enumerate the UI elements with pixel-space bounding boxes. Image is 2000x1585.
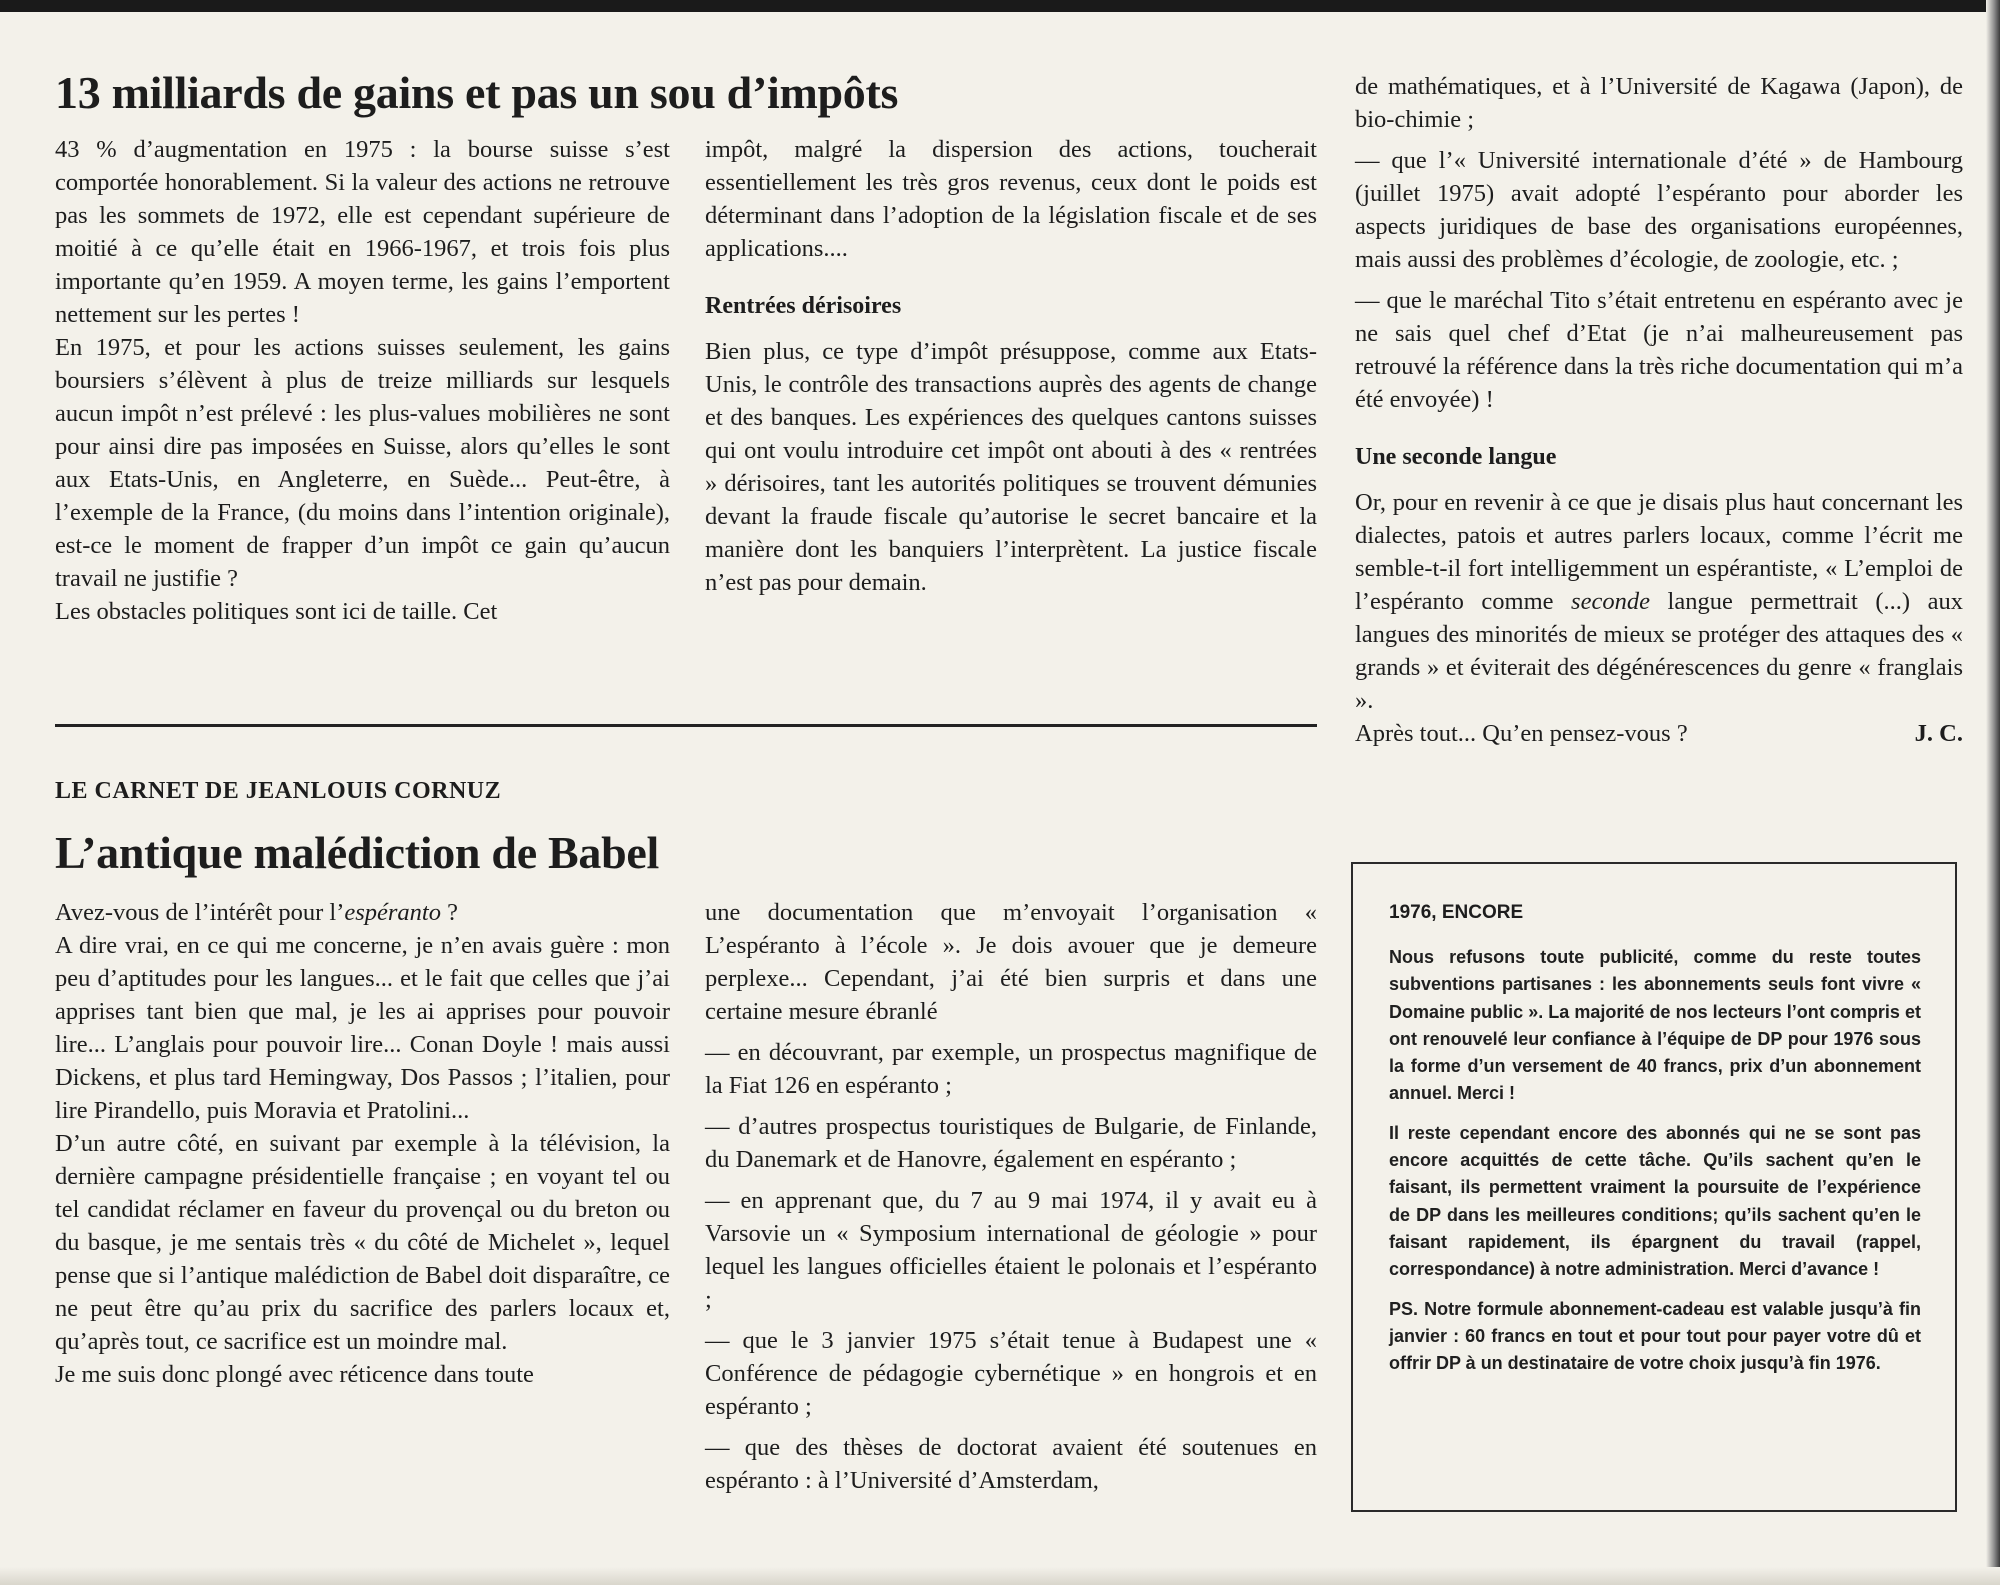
- emphasis: seconde: [1571, 588, 1650, 615]
- notice-title: 1976, ENCORE: [1389, 902, 1524, 923]
- list-item: — en découvrant, par exemple, un prospectus magnifique de la Fiat 126 en espéranto ;: [705, 1039, 1317, 1099]
- article1-column-2: [705, 133, 1317, 599]
- closing-line: [1355, 717, 1963, 750]
- article2-kicker: LE CARNET DE JEANLOUIS CORNUZ: [55, 778, 502, 804]
- article2-column-2: [705, 896, 1317, 1497]
- paragraph: D’un autre côté, en suivant par exemple à la télévision, la dernière campagne présidentielle française ; en voyant tel ou tel candidat réclamer en faveur du provençal ou du breton ou du basque, je me sentais très « du côté de Michelet », lequel pense que si l’antique malédiction de Babel doit disparaître, ce ne peut être qu’au prix du sacrifice des parlers locaux et, qu’après tout, ce sacrifice est un moindre mal.: [55, 1130, 671, 1355]
- article2-column-3: [1355, 70, 1963, 750]
- notice-paragraph: PS. Notre formule abonnement-cadeau est valable jusqu’à fin janvier : 60 francs en tout et pour tout pour payer votre dû et offrir DP à un destinataire de votre choix jusqu’à fin 1976.: [1389, 1298, 1921, 1374]
- closing-text: Après tout... Qu’en pensez-vous ?: [1355, 720, 1688, 747]
- article1-headline: 13 milliards de gains et pas un sou d’impôts: [55, 67, 899, 118]
- paragraph: Les obstacles politiques sont ici de taille. Cet: [55, 598, 498, 625]
- paragraph: Or, pour en revenir à ce que je disais plus haut concernant les dialectes, patois et autres parlers locaux, comme l’écrit me semble-t-il fort intelligemment un espérantiste, « L’emploi de l’espéranto comme seconde langue permettrait (...) aux langues des minorités de mieux se protéger des attaques des « grands » et éviterait des dégénérescences du genre « franglais ».: [1355, 489, 1963, 714]
- article1-subhead: Rentrées dérisoires: [705, 293, 902, 319]
- author-signature: J. C.: [1914, 720, 1963, 747]
- article2-headline: L’antique malédiction de Babel: [55, 827, 659, 878]
- subscription-notice-box: [1351, 862, 1957, 1512]
- article2-column-1: [55, 896, 670, 1391]
- paragraph: 43 % d’augmentation en 1975 : la bourse suisse s’est comportée honorablement. Si la valeur des actions ne retrouve pas les sommets de 1972, elle est cependant supérieure de moitié à ce qu’elle était en 1966-1967, et trois fois plus importante qu’en 1959. A moyen terme, les gains l’emportent nettement sur les pertes !: [55, 136, 670, 328]
- paragraph: A dire vrai, en ce qui me concerne, je n’en avais guère : mon peu d’aptitudes pour les langues... et le fait que celles que j’ai apprises tant bien que mal, je les ai apprises pour pouvoir lire... L’anglais pour pouvoir lire... Conan Doyle ! mais aussi Dickens, et plus tard Hemingway, Dos Passos ; l’italien, pour lire Pirandello, puis Moravia et Pratolini...: [55, 932, 670, 1124]
- paragraph: En 1975, et pour les actions suisses seulement, les gains boursiers s’élèvent à plus de treize milliards sur lesquels aucun impôt n’est prélevé : les plus-values mobilières ne sont pour ainsi dire pas imposées en Suisse, alors qu’elles le sont aux Etats-Unis, en Angleterre, en Suède... Peut-être, à l’exemple de la France, (du moins dans l’intention originale), est-ce le moment de frapper d’un impôt ce gain qu’aucun travail ne justifie ?: [55, 334, 670, 592]
- list-item: — que l’« Université internationale d’été » de Hambourg (juillet 1975) avait adopté l’espéranto pour aborder les aspects juridiques de base des organisations européennes, mais aussi des problèmes d’écologie, de zoologie, etc. ;: [1355, 147, 1963, 273]
- page-right-edge: [1986, 0, 2000, 1585]
- paragraph: Je me suis donc plongé avec réticence dans toute: [55, 1361, 534, 1388]
- list-item: — d’autres prospectus touristiques de Bulgarie, de Finlande, du Danemark et de Hanovre, également en espéranto ;: [705, 1113, 1317, 1173]
- paragraph: de mathématiques, et à l’Université de Kagawa (Japon), de bio-chimie ;: [1355, 73, 1963, 133]
- page-top-edge: [0, 0, 2000, 12]
- paragraph: Bien plus, ce type d’impôt présuppose, comme aux Etats-Unis, le contrôle des transactions auprès des agents de change et des banques. Les expériences des quelques cantons suisses qui ont voulu introduire cet impôt ont abouti à des « rentrées » dérisoires, tant les autorités politiques se trouvent démunies devant la fraude fiscale qu’autorise le secret bancaire et la manière dont les banquiers l’interprètent. La justice fiscale n’est pas pour demain.: [705, 338, 1317, 596]
- paragraph: une documentation que m’envoyait l’organisation « L’espéranto à l’école ». Je dois avouer que je demeure perplexe... Cependant, j’ai été bien surpris et dans une certaine mesure ébranlé: [705, 899, 1317, 1025]
- section-divider: [55, 724, 1317, 727]
- notice-paragraph: Nous refusons toute publicité, comme du reste toutes subventions partisanes : les abonnements seuls font vivre « Domaine public ». La majorité de nos lecteurs l’ont compris et ont renouvelé leur confiance à l’équipe de DP pour 1976 sous la forme d’un versement de 40 francs, prix d’un abonnement annuel. Merci !: [1389, 947, 1921, 1104]
- paragraph: impôt, malgré la dispersion des actions, toucherait essentiellement les très gros revenus, ceux dont le poids est déterminant dans l’adoption de la législation fiscale et de ses applications....: [705, 136, 1317, 262]
- list-item: — que le 3 janvier 1975 s’était tenue à Budapest une « Conférence de pédagogie cybernétique » en hongrois et en espéranto ;: [705, 1327, 1317, 1420]
- article1-column-1: [55, 133, 670, 628]
- article2-subhead: Une seconde langue: [1355, 444, 1557, 470]
- page-bottom-edge: [0, 1567, 2000, 1585]
- emphasis: espéranto: [344, 899, 441, 926]
- list-item: — que le maréchal Tito s’était entretenu en espéranto avec je ne sais quel chef d’Etat (je n’ai malheureusement pas retrouvé la référence dans la très riche documentation qui m’a été envoyée) !: [1355, 287, 1963, 413]
- list-item: — en apprenant que, du 7 au 9 mai 1974, il y avait eu à Varsovie un « Symposium international de géologie » pour lequel les langues officielles étaient le polonais et l’espéranto ;: [705, 1187, 1317, 1313]
- list-item: — que des thèses de doctorat avaient été soutenues en espéranto : à l’Université d’Amsterdam,: [705, 1434, 1317, 1494]
- intro-paragraph: Avez-vous de l’intérêt pour l’espéranto ?: [55, 899, 458, 926]
- notice-paragraph: Il reste cependant encore des abonnés qui ne se sont pas encore acquittés de cette tâche. Qu’ils sachent qu’en le faisant, ils permettent vraiment la poursuite de l’expérience de DP dans les meilleures conditions; qu’ils sachent qu’en le faisant rapidement, ils épargnent du travail (rappel, correspondance) à notre administration. Merci d’avance !: [1389, 1122, 1921, 1280]
